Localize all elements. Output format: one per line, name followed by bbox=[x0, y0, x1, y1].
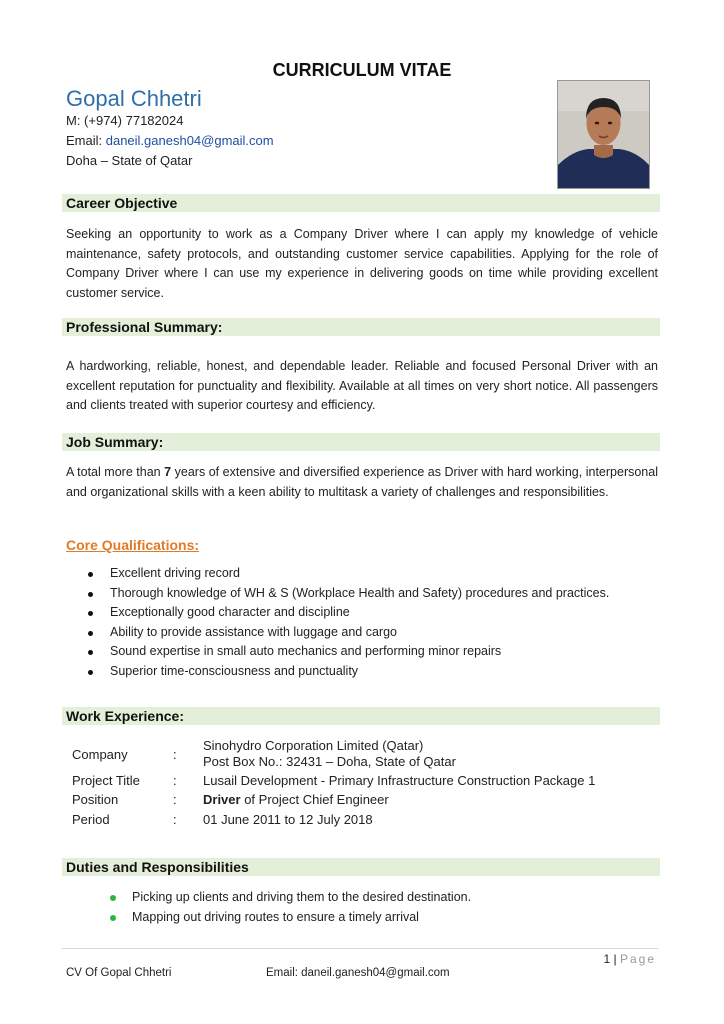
email-line bbox=[66, 133, 274, 148]
company-value bbox=[203, 738, 456, 770]
professional-summary-text: A hardworking, reliable, honest, and dependable leader. Reliable and focused Personal Driver with an excellent reputation for punctuality and flexibility. Available at all times on very short notice. All passengers and clients treated with superior courtesy and efficiency. bbox=[66, 359, 658, 412]
company-address: Post Box No.: 32431 – Doha, State of Qatar bbox=[203, 754, 456, 769]
job-summary-heading: Job Summary: bbox=[62, 433, 660, 451]
position-value bbox=[203, 792, 389, 808]
profile-photo bbox=[557, 80, 650, 189]
company-name: Sinohydro Corporation Limited (Qatar) bbox=[203, 738, 424, 753]
bullet-icon bbox=[88, 592, 93, 597]
position-detail: of Project Chief Engineer bbox=[240, 792, 389, 807]
bullet-icon bbox=[110, 895, 116, 901]
list-item bbox=[86, 603, 609, 623]
list-item bbox=[108, 908, 471, 928]
core-qualifications-list bbox=[86, 564, 609, 681]
period-label: Period bbox=[72, 812, 110, 827]
position-title: Driver bbox=[203, 792, 241, 807]
company-label: Company bbox=[72, 747, 128, 762]
page-number bbox=[603, 952, 656, 966]
profile-photo-image bbox=[558, 81, 649, 188]
list-item-text: Ability to provide assistance with luggage and cargo bbox=[110, 624, 397, 639]
duties-heading: Duties and Responsibilities bbox=[62, 858, 660, 876]
page-separator: | bbox=[610, 952, 620, 966]
job-summary-text-start: A total more than bbox=[66, 465, 165, 479]
bullet-icon bbox=[88, 572, 93, 577]
email-label: Email: bbox=[66, 133, 106, 148]
list-item-text: Mapping out driving routes to ensure a timely arrival bbox=[132, 909, 419, 924]
bullet-icon bbox=[110, 915, 116, 921]
bullet-icon bbox=[88, 670, 93, 675]
list-item bbox=[86, 642, 609, 662]
list-item bbox=[86, 584, 609, 604]
page-number-value: 1 bbox=[603, 952, 611, 966]
job-summary-text bbox=[66, 463, 658, 502]
colon: : bbox=[173, 773, 177, 788]
page-label: Page bbox=[619, 952, 656, 966]
core-qualifications-heading: Core Qualifications: bbox=[66, 537, 200, 553]
position-label: Position bbox=[72, 792, 119, 807]
location: Doha – State of Qatar bbox=[66, 153, 193, 168]
duties-list bbox=[108, 888, 471, 927]
career-objective-heading: Career Objective bbox=[62, 194, 660, 212]
email-link[interactable]: daneil.ganesh04@gmail.com bbox=[105, 133, 274, 148]
work-experience-heading: Work Experience: bbox=[62, 707, 660, 725]
candidate-name: Gopal Chhetri bbox=[66, 86, 202, 111]
footer-cv-name: CV Of Gopal Chhetri bbox=[66, 967, 172, 979]
bullet-icon bbox=[88, 650, 93, 655]
mobile-number: M: (+974) 77182024 bbox=[66, 113, 184, 128]
list-item bbox=[86, 623, 609, 643]
list-item-text: Sound expertise in small auto mechanics and performing minor repairs bbox=[110, 644, 502, 658]
career-objective-text: Seeking an opportunity to work as a Company Driver where I can apply my knowledge of vehicle maintenance, safety protocols, and outstanding customer service capabilities. Applying for the role of Company Driver where I can use my experience in delivering goods on time while providing excellent customer service. bbox=[66, 227, 658, 300]
footer-email: Email: daneil.ganesh04@gmail.com bbox=[266, 967, 450, 979]
bullet-icon bbox=[88, 631, 93, 636]
colon: : bbox=[173, 812, 177, 827]
bullet-icon bbox=[88, 611, 93, 616]
document-title: CURRICULUM VITAE bbox=[272, 60, 452, 80]
list-item-text: Picking up clients and driving them to the desired destination. bbox=[132, 890, 472, 904]
list-item-text: Excellent driving record bbox=[110, 566, 240, 580]
professional-summary-heading: Professional Summary: bbox=[62, 318, 660, 336]
list-item bbox=[108, 888, 471, 908]
list-item bbox=[86, 662, 609, 682]
list-item-text: Thorough knowledge of WH & S (Workplace Health and Safety) procedures and practices. bbox=[110, 585, 610, 600]
list-item-text: Superior time-consciousness and punctuality bbox=[110, 663, 359, 678]
list-item-text: Exceptionally good character and discipline bbox=[110, 605, 350, 619]
project-value: Lusail Development - Primary Infrastructure Construction Package 1 bbox=[203, 773, 596, 788]
footer-divider bbox=[62, 948, 658, 949]
colon: : bbox=[173, 747, 177, 762]
list-item bbox=[86, 564, 609, 584]
period-value: 01 June 2011 to 12 July 2018 bbox=[203, 812, 373, 827]
colon: : bbox=[173, 792, 177, 807]
job-summary-text-end: years of extensive and diversified experience as Driver with hard working, interpersonal and organizational skills with a keen ability to multitask a variety of challenges and responsibilities. bbox=[66, 465, 658, 499]
years-of-experience: 7 bbox=[164, 465, 172, 479]
project-label: Project Title bbox=[72, 773, 140, 788]
